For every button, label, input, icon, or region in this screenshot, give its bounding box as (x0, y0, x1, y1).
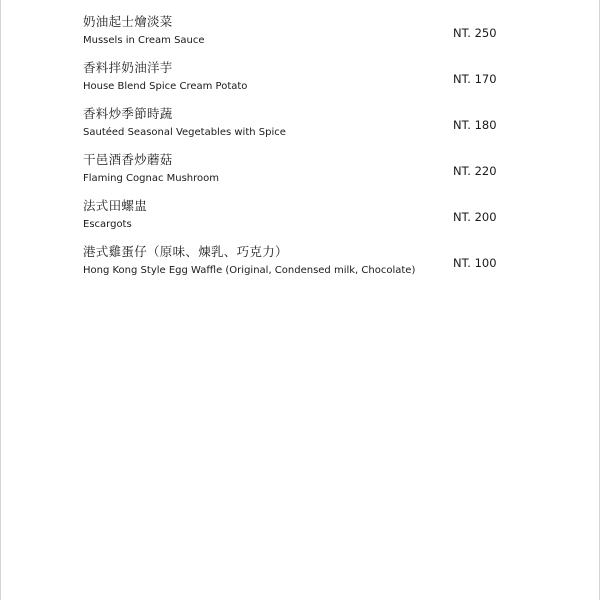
menu-item (83, 242, 503, 288)
page-left-border (0, 0, 1, 600)
item-name-chinese: 法式田螺盅 (83, 198, 148, 213)
menu-item (83, 12, 503, 58)
item-price: NT. 250 (453, 26, 497, 40)
item-name-english: Mussels in Cream Sauce (83, 35, 205, 46)
item-name-english: Flaming Cognac Mushroom (83, 173, 220, 184)
item-price: NT. 180 (453, 118, 497, 132)
menu-item (83, 104, 503, 150)
item-name-english: Escargots (83, 219, 132, 230)
item-name-chinese: 干邑酒香炒蘑菇 (83, 152, 173, 167)
item-name-chinese: 香料炒季節時蔬 (83, 106, 173, 121)
item-name-english: Sautéed Seasonal Vegetables with Spice (83, 127, 286, 138)
item-price: NT. 220 (453, 164, 497, 178)
menu-item (83, 150, 503, 196)
item-price: NT. 100 (453, 256, 497, 270)
menu-item (83, 196, 503, 242)
item-name-english: House Blend Spice Cream Potato (83, 81, 248, 92)
item-name-english: Hong Kong Style Egg Waffle (Original, Condensed milk, Chocolate) (83, 265, 416, 276)
item-name-chinese: 奶油起士燴淡菜 (83, 14, 173, 29)
item-name-chinese: 港式雞蛋仔（原味、煉乳、巧克力） (83, 244, 288, 259)
item-name-chinese: 香料拌奶油洋芋 (83, 60, 173, 75)
menu-list (83, 12, 503, 288)
item-price: NT. 200 (453, 210, 497, 224)
item-price: NT. 170 (453, 72, 497, 86)
menu-item (83, 58, 503, 104)
